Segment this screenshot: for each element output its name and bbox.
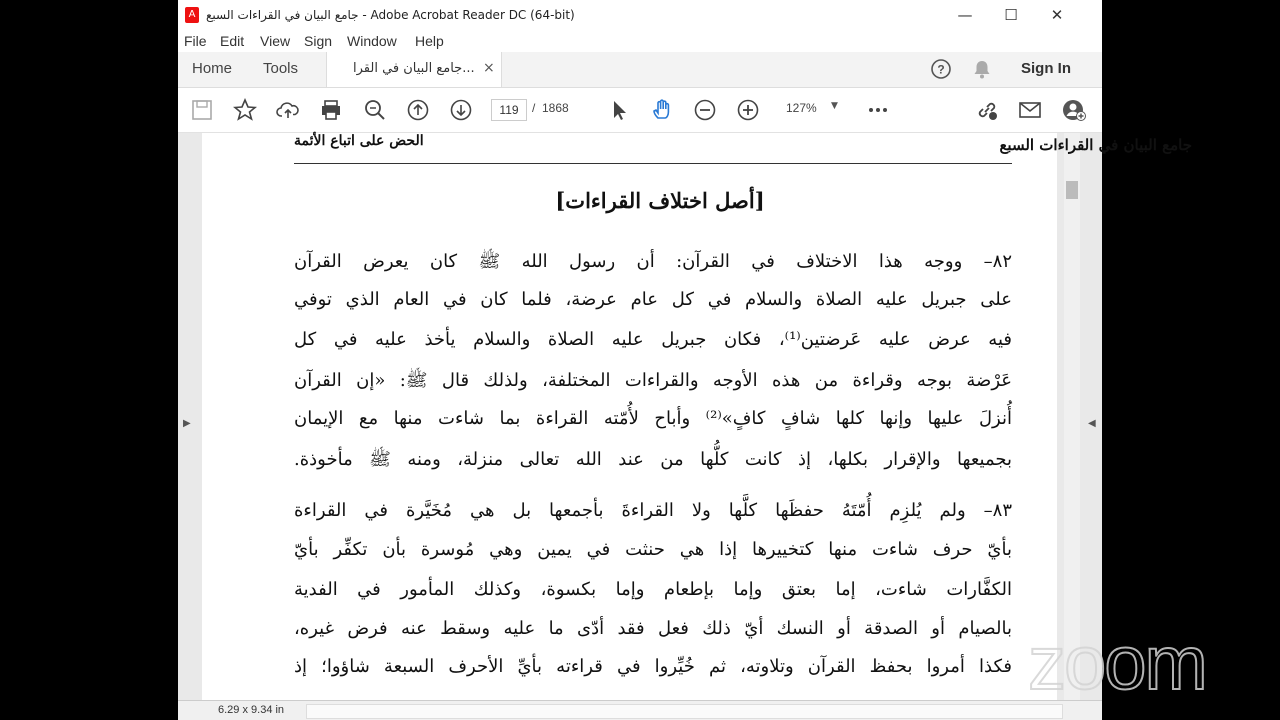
page-number-input[interactable]: 119 bbox=[491, 99, 527, 121]
save-icon[interactable] bbox=[190, 98, 214, 122]
svg-text:?: ? bbox=[937, 62, 945, 77]
text-line: ٨٢– ووجه هذا الاختلاف في القرآن: أن رسول الله ﷺ كان يعرض القرآن bbox=[294, 251, 1012, 272]
tab-home[interactable]: Home bbox=[192, 60, 233, 77]
maximize-button[interactable]: ☐ bbox=[1004, 6, 1018, 24]
next-page-icon[interactable] bbox=[449, 98, 473, 122]
close-window-button[interactable]: ✕ bbox=[1050, 6, 1064, 24]
zoom-in-icon[interactable] bbox=[736, 98, 760, 122]
page-total: 1868 bbox=[542, 101, 569, 115]
text-line: بجميعها والإقرار بكلها، إذ كانت كلُّها من عند الله تعالى منزلة، ومنه ﷺ مأخوذة. bbox=[294, 449, 1012, 470]
select-cursor-icon[interactable] bbox=[607, 98, 631, 122]
zoom-out-icon[interactable] bbox=[693, 98, 717, 122]
zoom-level-select[interactable]: 127% bbox=[786, 101, 817, 115]
status-bar bbox=[178, 700, 1102, 720]
close-tab-icon[interactable]: × bbox=[483, 60, 495, 76]
text-line: بأيّ حرف شاءت منها كتخييرها إذا هي حنثت في يمين وهي مُوسرة بأن تكفِّر بأيّ bbox=[294, 539, 1012, 560]
text-line: أُنزلَ عليها وإنها كلها شافٍ كافٍ»⁽²⁾ وأباح لأُمّته القراءة بما شاءت منها مع الإيمان bbox=[294, 408, 1012, 429]
running-header-chapter: الحض على اتباع الأئمة bbox=[294, 133, 424, 149]
text-line: ٨٣– ولم يُلزِم أُمّتَهُ حفظَها كلَّها ولا القراءةَ بأجمعها بل هي مُخَيَّرة في القراءة bbox=[294, 500, 1012, 521]
sign-in-button[interactable]: Sign In bbox=[1021, 60, 1071, 77]
bookmark-star-icon[interactable] bbox=[233, 98, 257, 122]
email-icon[interactable] bbox=[1018, 98, 1042, 122]
document-tab-label: جامع البيان في القرا... bbox=[353, 61, 475, 76]
more-tools-icon[interactable] bbox=[866, 98, 890, 122]
text-line: عَرْضة بوجه وقراءة من هذه الأوجه والقراءات المختلفة، ولذلك قال ﷺ: «إن القرآن bbox=[294, 370, 1012, 391]
notification-bell-icon[interactable] bbox=[971, 58, 993, 80]
zoom-watermark-logo: zoom bbox=[1028, 621, 1206, 706]
toolbar bbox=[178, 88, 1102, 133]
hand-tool-icon[interactable] bbox=[650, 98, 674, 122]
page-separator: / bbox=[532, 101, 536, 115]
menu-bar bbox=[178, 30, 1102, 52]
section-heading: [أصل اختلاف القراءات] bbox=[555, 188, 765, 213]
menu-help[interactable]: Help bbox=[415, 33, 444, 49]
upload-cloud-icon[interactable] bbox=[276, 98, 300, 122]
vertical-scrollbar[interactable] bbox=[1064, 133, 1080, 700]
horizontal-scrollbar[interactable] bbox=[306, 704, 1063, 719]
menu-edit[interactable]: Edit bbox=[220, 33, 245, 49]
zoom-search-icon[interactable] bbox=[363, 98, 387, 122]
help-icon[interactable] bbox=[930, 58, 952, 80]
chevron-down-icon[interactable]: ▼ bbox=[831, 101, 838, 111]
pdf-icon: A bbox=[185, 7, 199, 23]
share-link-icon[interactable] bbox=[975, 98, 999, 122]
text-line: فكذا أمروا بحفظ القرآن وتلاوته، ثم خُيِّروا في قراءته بأيِّ الأحرف السبعة شاؤوا؛ إذ bbox=[294, 656, 1012, 677]
tab-tools[interactable]: Tools bbox=[263, 60, 299, 77]
page-size-label: 6.29 x 9.34 in bbox=[218, 704, 285, 716]
text-line: على جبريل عليه الصلاة والسلام في كل عام عرضة، فلما كان في العام الذي توفي bbox=[294, 289, 1012, 310]
text-line: فيه عرض عليه عَرضتين⁽¹⁾، فكان جبريل عليه الصلاة والسلام يأخذ عليه في كل bbox=[294, 329, 1012, 350]
text-line: الكفَّارات شاءت، إما بعتق وإما بإطعام وإما بكسوة، وكذلك المأمور في الفدية bbox=[294, 579, 1012, 600]
window-title: جامع البيان في القراءات السبع - Adobe Acrobat Reader DC (64-bit) bbox=[206, 8, 575, 22]
print-icon[interactable] bbox=[319, 98, 343, 122]
minimize-button[interactable]: — bbox=[957, 6, 973, 24]
acrobat-window bbox=[178, 0, 1102, 720]
collapse-right-pane-icon[interactable]: ◀ bbox=[1088, 418, 1096, 429]
tab-bar bbox=[178, 52, 1102, 88]
tab-document[interactable] bbox=[326, 52, 502, 87]
menu-window[interactable]: Window bbox=[347, 33, 397, 49]
collapse-left-pane-icon[interactable]: ▶ bbox=[183, 418, 191, 429]
menu-view[interactable]: View bbox=[260, 33, 291, 49]
add-user-icon[interactable] bbox=[1062, 98, 1086, 122]
text-line: بالصيام أو الصدقة أو النسك أيّ ذلك فعل فقد أدّى ما عليه وسقط عنه فرض غيره، bbox=[294, 618, 1012, 639]
menu-file[interactable]: File bbox=[184, 33, 207, 49]
menu-sign[interactable]: Sign bbox=[304, 33, 333, 49]
title-bar bbox=[178, 0, 1102, 30]
running-header-book-title: جامع البيان في القراءات السبع bbox=[999, 136, 1192, 154]
header-rule bbox=[294, 163, 1012, 164]
scrollbar-thumb[interactable] bbox=[1066, 181, 1078, 199]
previous-page-icon[interactable] bbox=[406, 98, 430, 122]
